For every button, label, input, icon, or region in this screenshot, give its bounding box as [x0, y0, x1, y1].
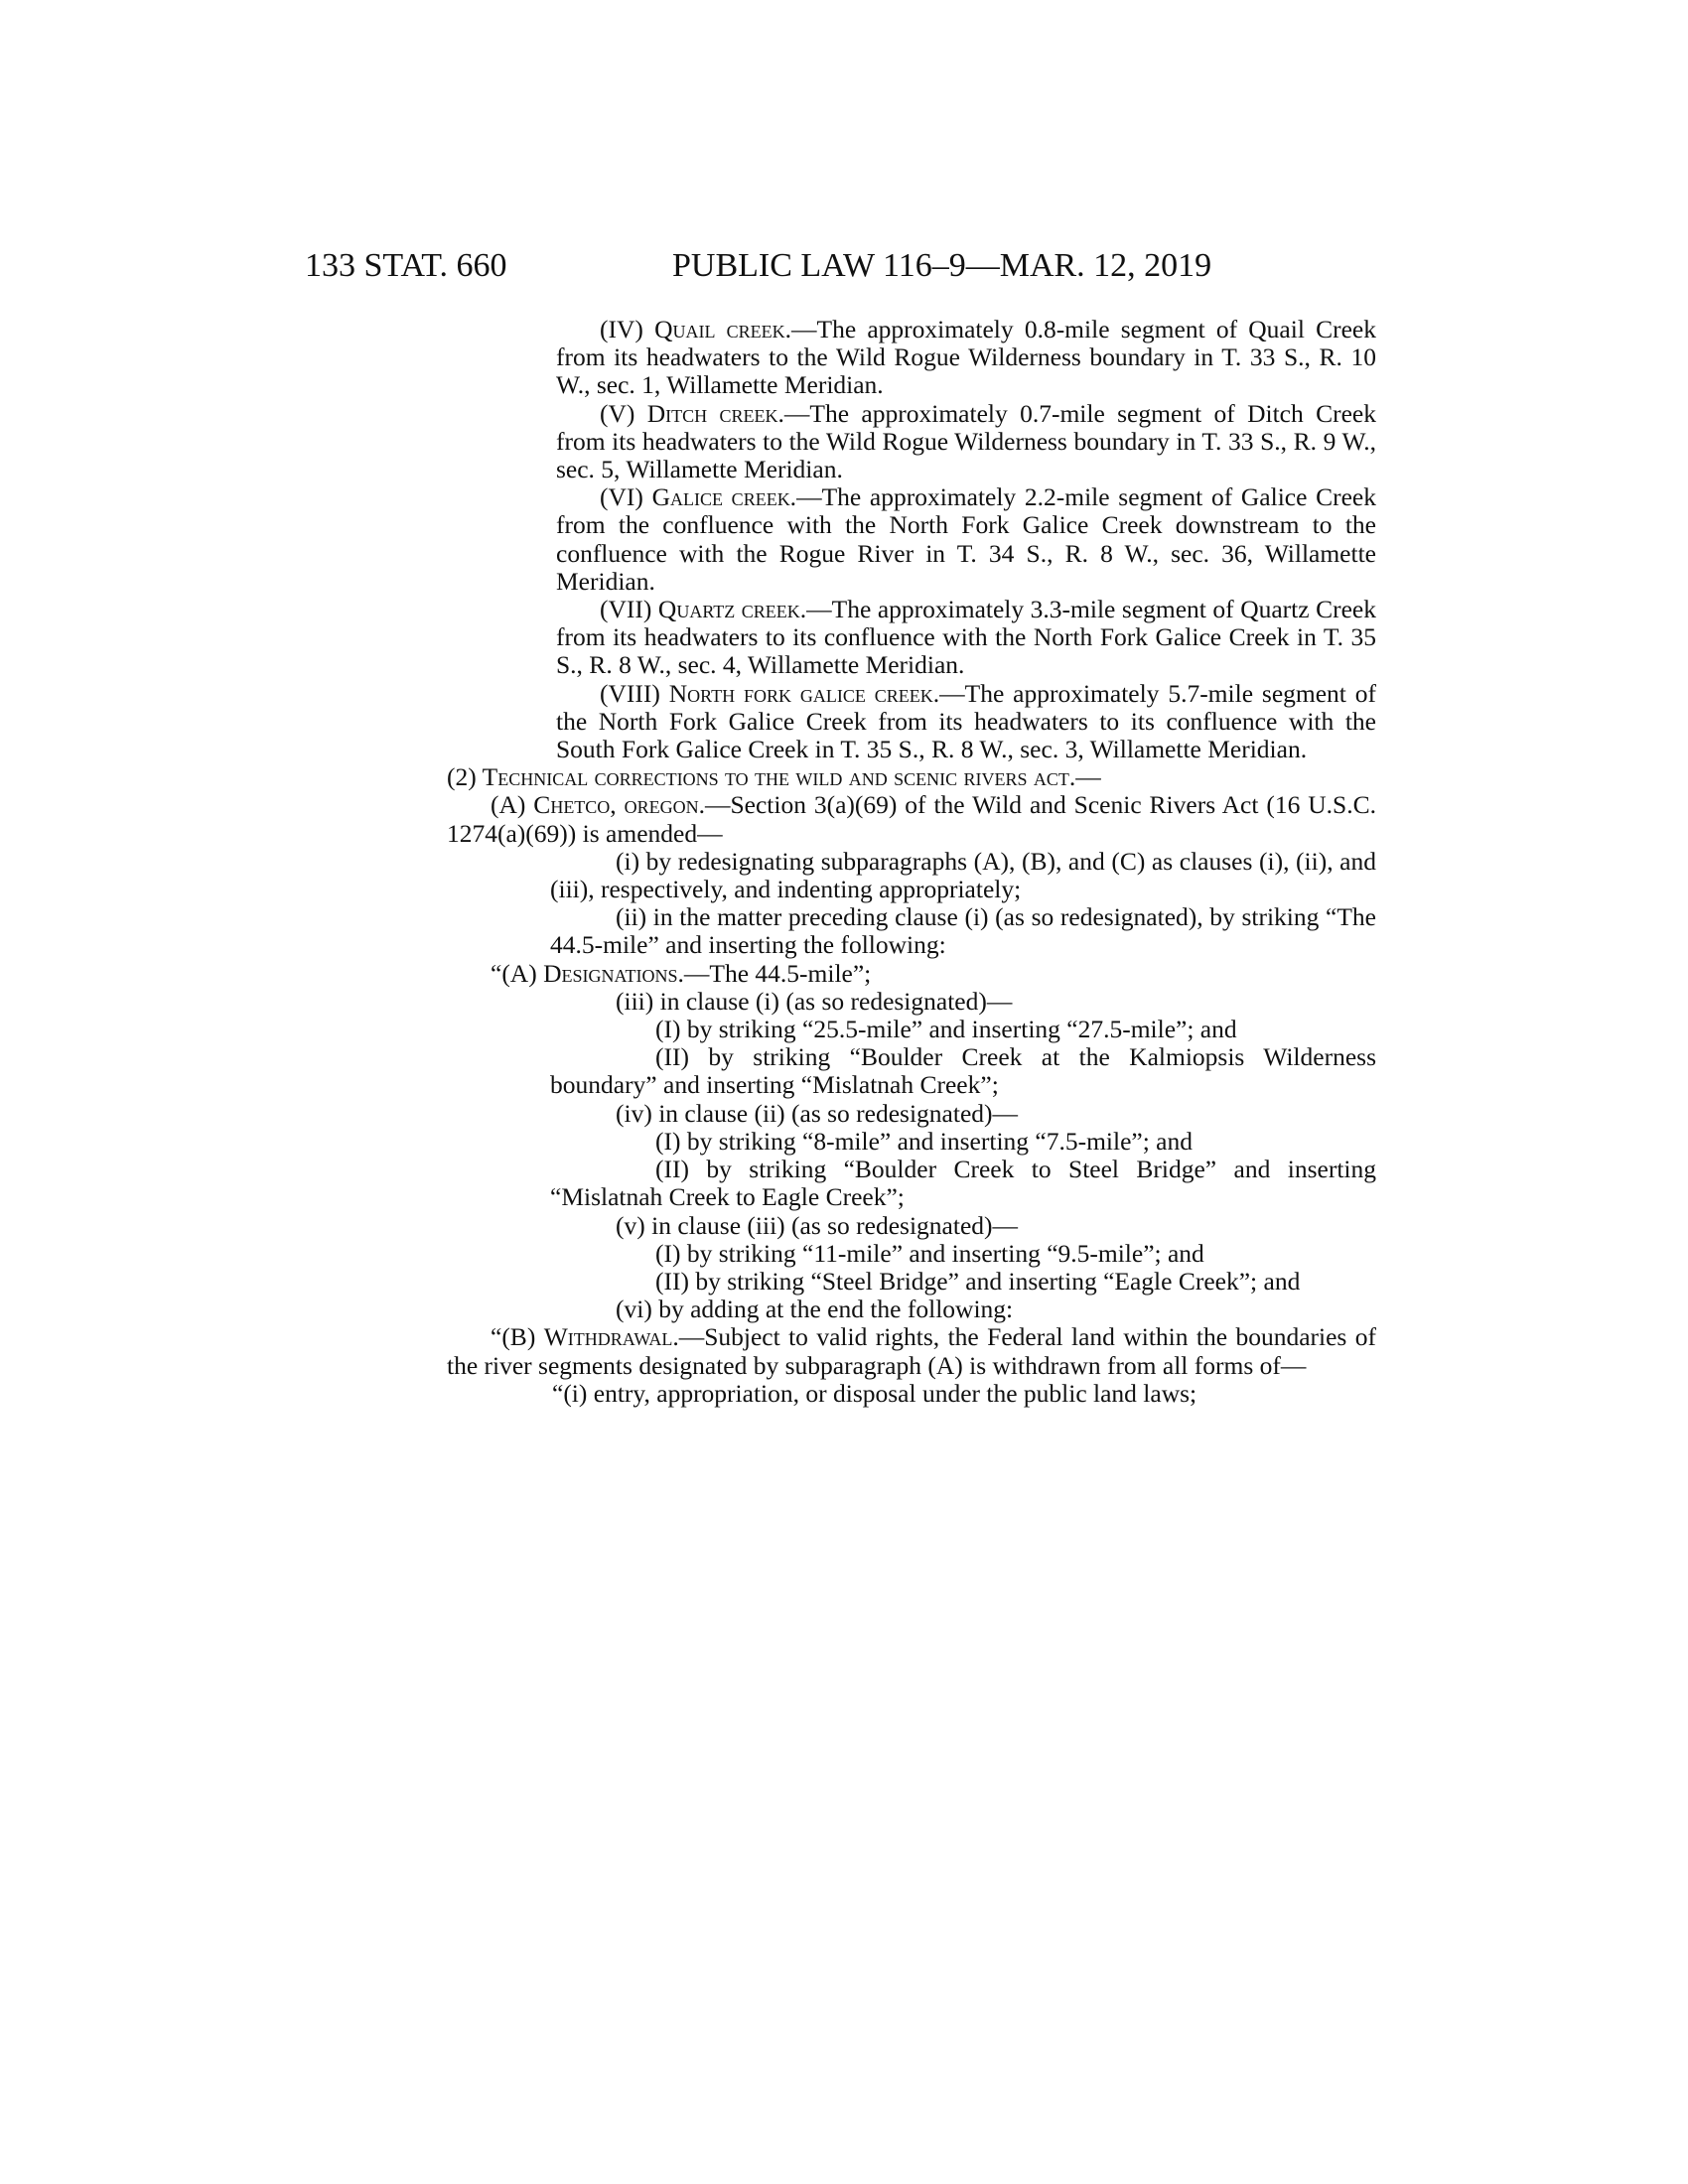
subparagraph-chetco-oregon [447, 791, 1376, 847]
quoted-withdrawal [447, 1323, 1376, 1379]
clause-ii: (ii) in the matter preceding clause (i) (as so redesignated), by striking “The 44.5-mile” and inserting the following: [550, 902, 1376, 960]
quoted-text: —The 44.5-mile”; [683, 958, 872, 988]
clause-iv: (iv) in clause (ii) (as so redesignated)— [616, 1098, 1019, 1128]
subclause-text: —The approximately 3.3-mile segment of Quartz Creek from its headwaters to its confluence with the North Fork Galice Creek in T. 35 S., R. 8 W., sec. 4, Willamette Meridian. [556, 595, 1376, 680]
quoted-heading: Withdrawal. [543, 1322, 679, 1352]
quoted-heading: Designations. [543, 958, 684, 988]
subclause-heading: (VII) Quartz creek. [600, 595, 807, 624]
clause-v: (v) in clause (iii) (as so redesignated)— [616, 1210, 1019, 1240]
subclause-v-I: (I) by striking “11-mile” and inserting “9.5-mile”; and [655, 1238, 1204, 1268]
subclause-heading: (V) Ditch creek. [600, 398, 784, 428]
subclause-heading: (IV) Quail creek. [600, 315, 792, 343]
subclause-north-fork-galice-creek [556, 680, 1376, 764]
quoted-text: —Subject to valid rights, the Federal land within the boundaries of the river segments designated by subparagraph (A) is withdrawn from all forms of— [447, 1322, 1376, 1380]
clause-i: (i) by redesignating subparagraphs (A), (B), and (C) as clauses (i), (ii), and (iii), respectively, and indenting appropriately; [550, 846, 1376, 904]
document-body [447, 315, 1376, 1408]
law-and-date: PUBLIC LAW 116–9—MAR. 12, 2019 [672, 247, 1212, 284]
subclause-heading: (VI) Galice creek. [600, 482, 797, 512]
subclause-v-II: (II) by striking “Steel Bridge” and inserting “Eagle Creek”; and [655, 1266, 1301, 1296]
subclause-text: —The approximately 0.7-mile segment of Ditch Creek from its headwaters to the Wild Rogue Wilderness boundary in T. 33 S., R. 9 W., sec. 5, Willamette Meridian. [556, 398, 1376, 484]
heading-dash: — [1075, 762, 1101, 792]
quote-open: “(B) [491, 1322, 544, 1352]
subclause-heading: (VIII) North fork galice creek. [600, 678, 940, 708]
quote-open: “(A) [491, 958, 544, 988]
paragraph-technical-corrections [385, 763, 1378, 791]
subclause-iii-I: (I) by striking “25.5-mile” and inserting “27.5-mile”; and [655, 1015, 1237, 1044]
clause-iii: (iii) in clause (i) (as so redesignated)— [616, 986, 1013, 1016]
stat-citation: 133 STAT. 660 [305, 247, 507, 284]
subclause-galice-creek [556, 483, 1376, 596]
subparagraph-text: —Section 3(a)(69) of the Wild and Scenic Rivers Act (16 U.S.C. 1274(a)(69)) is amended— [447, 790, 1376, 848]
subclause-text: —The approximately 5.7-mile segment of the North Fork Galice Creek from its headwaters to its confluence with the South Fork Galice Creek in T. 35 S., R. 8 W., sec. 3, Willamette Meridian. [556, 678, 1376, 764]
subparagraph-heading: (A) Chetco, oregon. [491, 790, 705, 820]
subclause-quail-creek [556, 316, 1376, 400]
subclause-iii-II: (II) by striking “Boulder Creek at the Kalmiopsis Wilderness boundary” and inserting “Mislatnah Creek”; [550, 1042, 1376, 1100]
page-header [305, 246, 1377, 286]
quoted-designations [447, 960, 1376, 988]
subclause-ditch-creek [556, 400, 1376, 484]
subclause-quartz-creek [556, 596, 1376, 680]
subclause-text: —The approximately 2.2-mile segment of Galice Creek from the confluence with the North Fork Galice Creek downstream to the confluence with the Rogue River in T. 34 S., R. 8 W., sec. 36, Willamette Meridian. [556, 482, 1376, 596]
subclause-iv-II: (II) by striking “Boulder Creek to Steel Bridge” and inserting “Mislatnah Creek to Eagle Creek”; [550, 1155, 1376, 1212]
subclause-iv-I: (I) by striking “8-mile” and inserting “7.5-mile”; and [655, 1126, 1194, 1156]
paragraph-heading: (2) Technical corrections to the wild and scenic rivers act. [447, 762, 1076, 792]
quoted-withdrawal-i: “(i) entry, appropriation, or disposal under the public land laws; [552, 1378, 1197, 1408]
subclause-text: —The approximately 0.8-mile segment of Quail Creek from its headwaters to the Wild Rogue Wilderness boundary in T. 33 S., R. 10 W., sec. 1, Willamette Meridian. [556, 315, 1376, 400]
clause-vi: (vi) by adding at the end the following: [616, 1295, 1014, 1324]
